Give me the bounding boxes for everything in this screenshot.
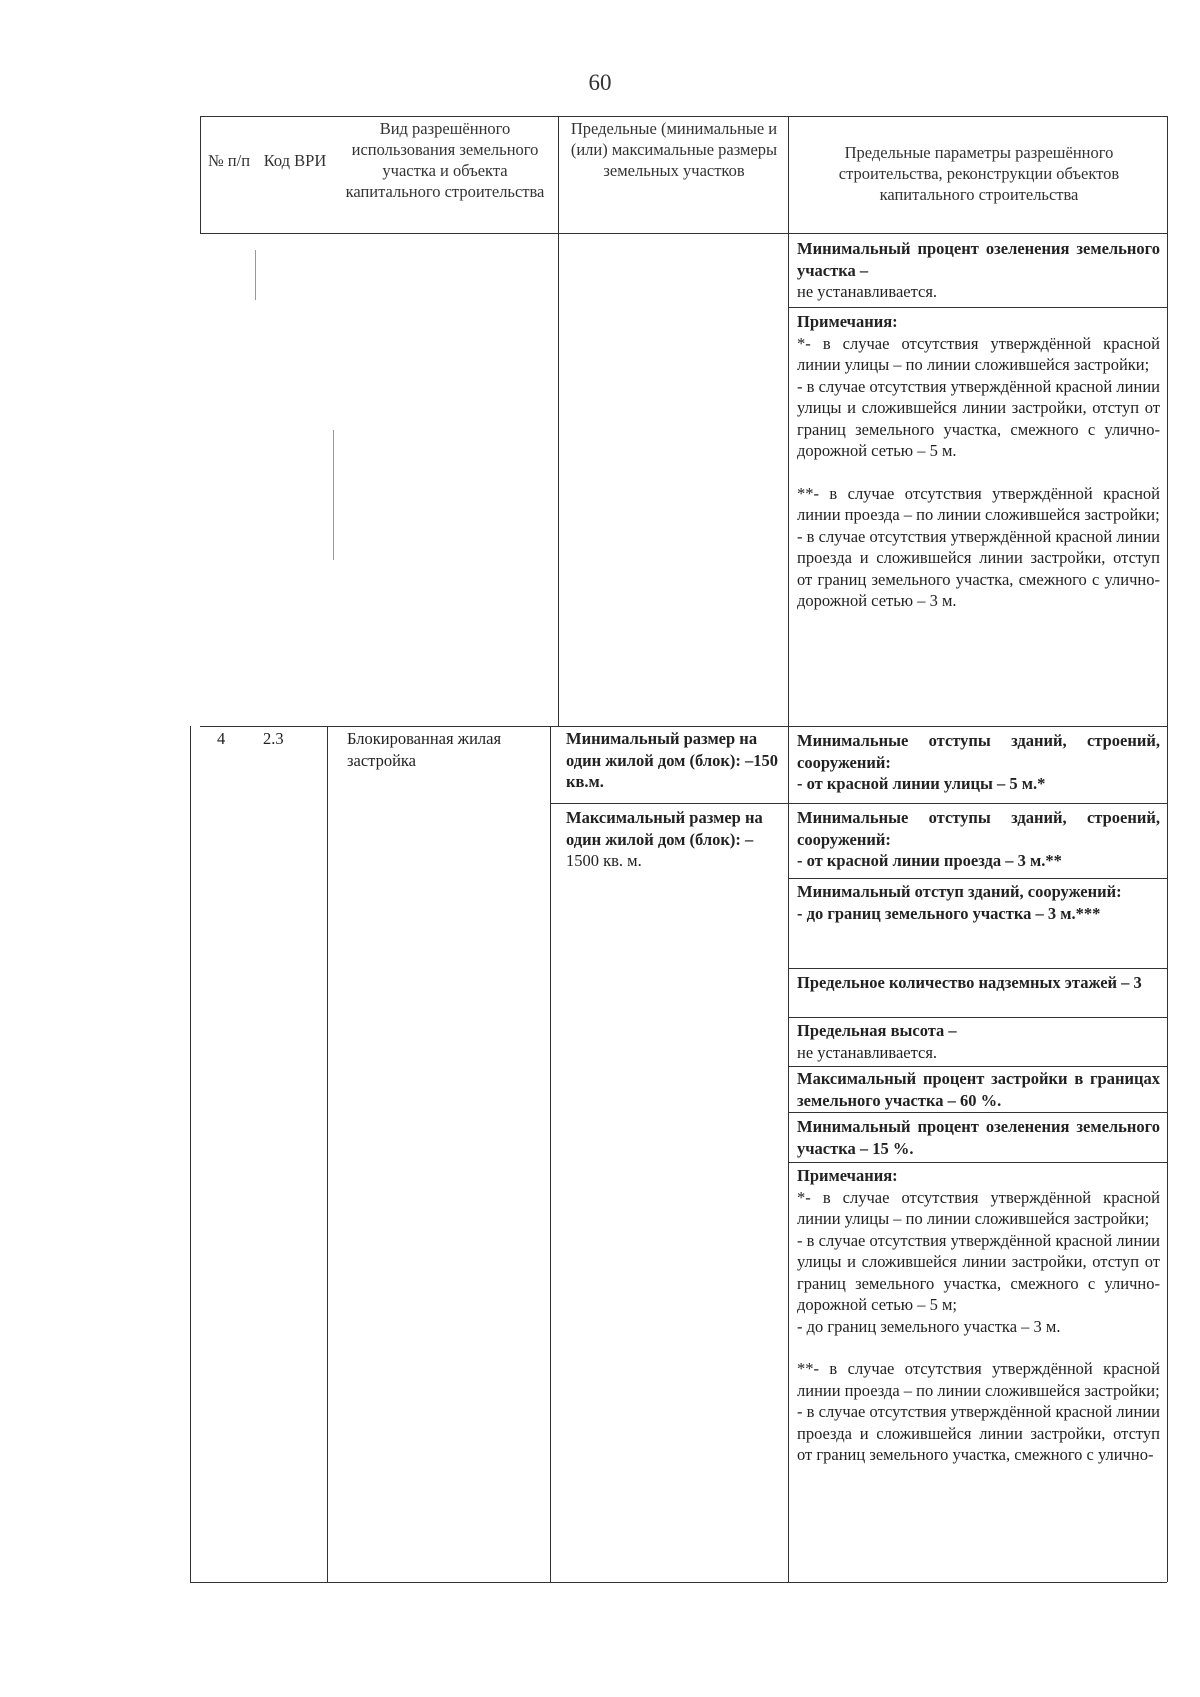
params-separator <box>788 803 1167 804</box>
param-label: Минимальные отступы зданий, строений, сооружений: <box>797 731 1160 772</box>
col-divider <box>255 250 256 300</box>
param-coverage: Максимальный процент застройки в границах земельного участка – 60 %. <box>797 1069 1160 1110</box>
param-value: - от красной линии улицы – 5 м.* <box>797 774 1046 793</box>
note-text: *- в случае отсутствия утверждённой красной линии улицы – по линии сложившейся застройки; <box>797 333 1160 374</box>
notes-title: Примечания: <box>797 1166 898 1185</box>
note-text: **- в случае отсутствия утверждённой красной линии проезда – по линии сложившейся застройки; <box>797 1359 1160 1400</box>
header-code: Код ВРИ <box>263 151 327 170</box>
max-size-value: 1500 кв. м. <box>566 851 642 870</box>
param-setback-street <box>797 730 1160 795</box>
note-text: - в случае отсутствия утверждённой красной линии улицы и сложившейся линии застройки, отступ от границ земельного участка, смежного с улично-дорожной сетью – 5 м; <box>797 1230 1160 1314</box>
table-bottom-border <box>190 1582 1167 1583</box>
note-text: - до границ земельного участка – 3 м. <box>797 1316 1061 1336</box>
params-green-label: Минимальный процент озеленения земельного участка – <box>797 239 1160 280</box>
note-text: - в случае отсутствия утверждённой красной линии проезда и сложившейся линии застройки, отступ от границ земельного участка, смежного с улично- <box>797 1402 1160 1464</box>
header-num: № п/п <box>207 151 251 170</box>
table-left-border <box>200 116 201 233</box>
notes-title: Примечания: <box>797 312 898 331</box>
param-greenery: Минимальный процент озеленения земельного участка – 15 %. <box>797 1117 1160 1158</box>
sizes-separator <box>550 803 788 804</box>
params-green-value: не устанавливается. <box>797 282 938 301</box>
max-size-cell <box>566 807 784 872</box>
param-notes <box>797 1165 1160 1466</box>
note-text: **- в случае отсутствия утверждённой красной линии проезда – по линии сложившейся застройки; <box>797 483 1160 524</box>
param-setback-boundary <box>797 881 1160 924</box>
row-kind: Блокированная жилая застройка <box>347 729 502 770</box>
row-number: 4 <box>217 729 226 748</box>
param-value: - от красной линии проезда – 3 м.** <box>797 851 1062 870</box>
param-value: - до границ земельного участка – 3 м.*** <box>797 903 1101 923</box>
note-text: *- в случае отсутствия утверждённой красной линии улицы – по линии сложившейся застройки; <box>797 1187 1160 1228</box>
params-green-cell <box>797 238 1160 303</box>
params-separator <box>788 307 1167 308</box>
header-kind: Вид разрешённого использования земельного участка и объекта капитального строительства <box>345 119 545 201</box>
param-label: Минимальный отступ зданий, сооружений: <box>797 882 1122 901</box>
param-setback-passage <box>797 807 1160 872</box>
col-divider <box>788 116 789 1582</box>
param-label: Предельная высота – <box>797 1021 957 1040</box>
params-separator <box>788 1162 1167 1163</box>
param-label: Минимальные отступы зданий, строений, сооружений: <box>797 808 1160 849</box>
header-sizes: Предельные (минимальные и (или) максимальные размеры земельных участков <box>570 119 778 180</box>
params-separator <box>788 878 1167 879</box>
row-separator <box>200 726 1167 727</box>
params-separator <box>788 1112 1167 1113</box>
params-separator <box>788 968 1167 969</box>
col-divider <box>550 726 551 1582</box>
header-bottom-border <box>200 233 1167 234</box>
note-text: - в случае отсутствия утверждённой красной линии проезда и сложившейся линии застройки, отступ от границ земельного участка, смежного с улично-дорожной сетью – 3 м. <box>797 526 1160 610</box>
param-value: не устанавливается. <box>797 1042 938 1062</box>
col-divider <box>333 430 334 560</box>
header-params: Предельные параметры разрешённого строительства, реконструкции объектов капитального строительства <box>838 143 1120 204</box>
param-floors: Предельное количество надземных этажей – 3 <box>797 973 1142 992</box>
params-separator <box>788 1017 1167 1018</box>
col-divider <box>327 726 328 1582</box>
row-code: 2.3 <box>263 729 284 748</box>
param-height <box>797 1020 1160 1063</box>
page-number: 60 <box>588 70 612 95</box>
table-right-border <box>1167 116 1168 1582</box>
params-separator <box>788 1066 1167 1067</box>
min-size-cell: Минимальный размер на один жилой дом (блок): –150 кв.м. <box>566 729 778 791</box>
max-size-label: Максимальный размер на один жилой дом (блок): – <box>566 808 763 849</box>
note-text: - в случае отсутствия утверждённой красной линии улицы и сложившейся линии застройки, отступ от границ земельного участка, смежного с улично-дорожной сетью – 5 м. <box>797 376 1160 460</box>
table-left-border <box>190 726 191 1582</box>
table-top-border <box>200 116 1167 117</box>
params-notes-cell <box>797 311 1160 612</box>
col-divider <box>558 116 559 726</box>
